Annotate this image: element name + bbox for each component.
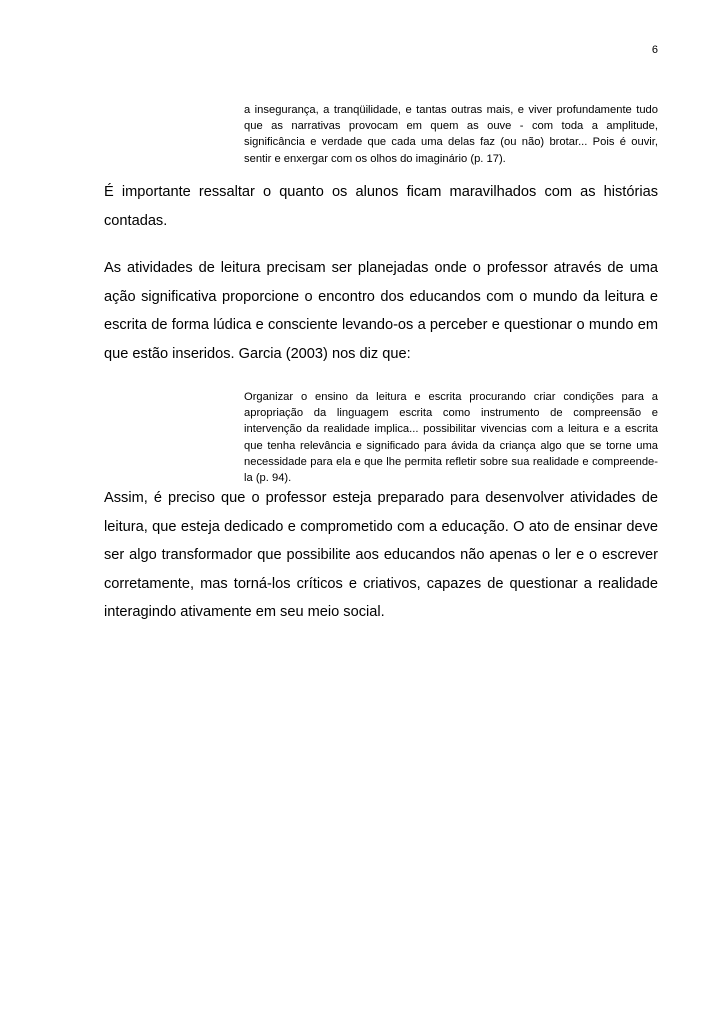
paragraph-professor-preparado: Assim, é preciso que o professor esteja preparado para desenvolver atividades de leitura, que esteja dedicado e comprometido com a educação. O ato de ensinar deve ser algo transformador que possibilite aos educandos não apenas o ler e o escrever corretamente, mas torná-los críticos e criativos, capazes de questionar a realidade interagindo ativamente em seu meio social.: [104, 490, 658, 621]
paragraph-atividades-leitura: As atividades de leitura precisam ser planejadas onde o professor através de uma ação significativa proporcione o encontro dos educandos com o mundo da leitura e escrita de forma lúdica e consciente levando-os a perceber e questionar o mundo em que estão inseridos. Garcia (2003) nos diz que:: [104, 260, 658, 362]
page-number: 6: [651, 44, 658, 56]
block-quote-imaginario: a insegurança, a tranqüilidade, e tantas outras mais, e viver profundamente tudo que as narrativas provocam em quem as ouve - com toda a amplitude, significância e verdade que cada uma delas faz (ou não) brotar... Pois é ouvir, sentir e enxergar com os olhos do imaginário (p. 17).: [244, 104, 658, 165]
block-quote-garcia: Organizar o ensino da leitura e escrita procurando criar condições para a apropriação da linguagem escrita como instrumento de compreensão e intervenção da realidade implica... possibilitar vivencias com a leitura e a escrita que tenha relevância e significado para ávida da criança algo que se torne uma necessidade para ela e que lhe permita refletir sobre sua realidade e compreende-la (p. 94).: [244, 391, 658, 485]
paragraph-historias-contadas: É importante ressaltar o quanto os alunos ficam maravilhados com as histórias contadas.: [104, 184, 658, 229]
